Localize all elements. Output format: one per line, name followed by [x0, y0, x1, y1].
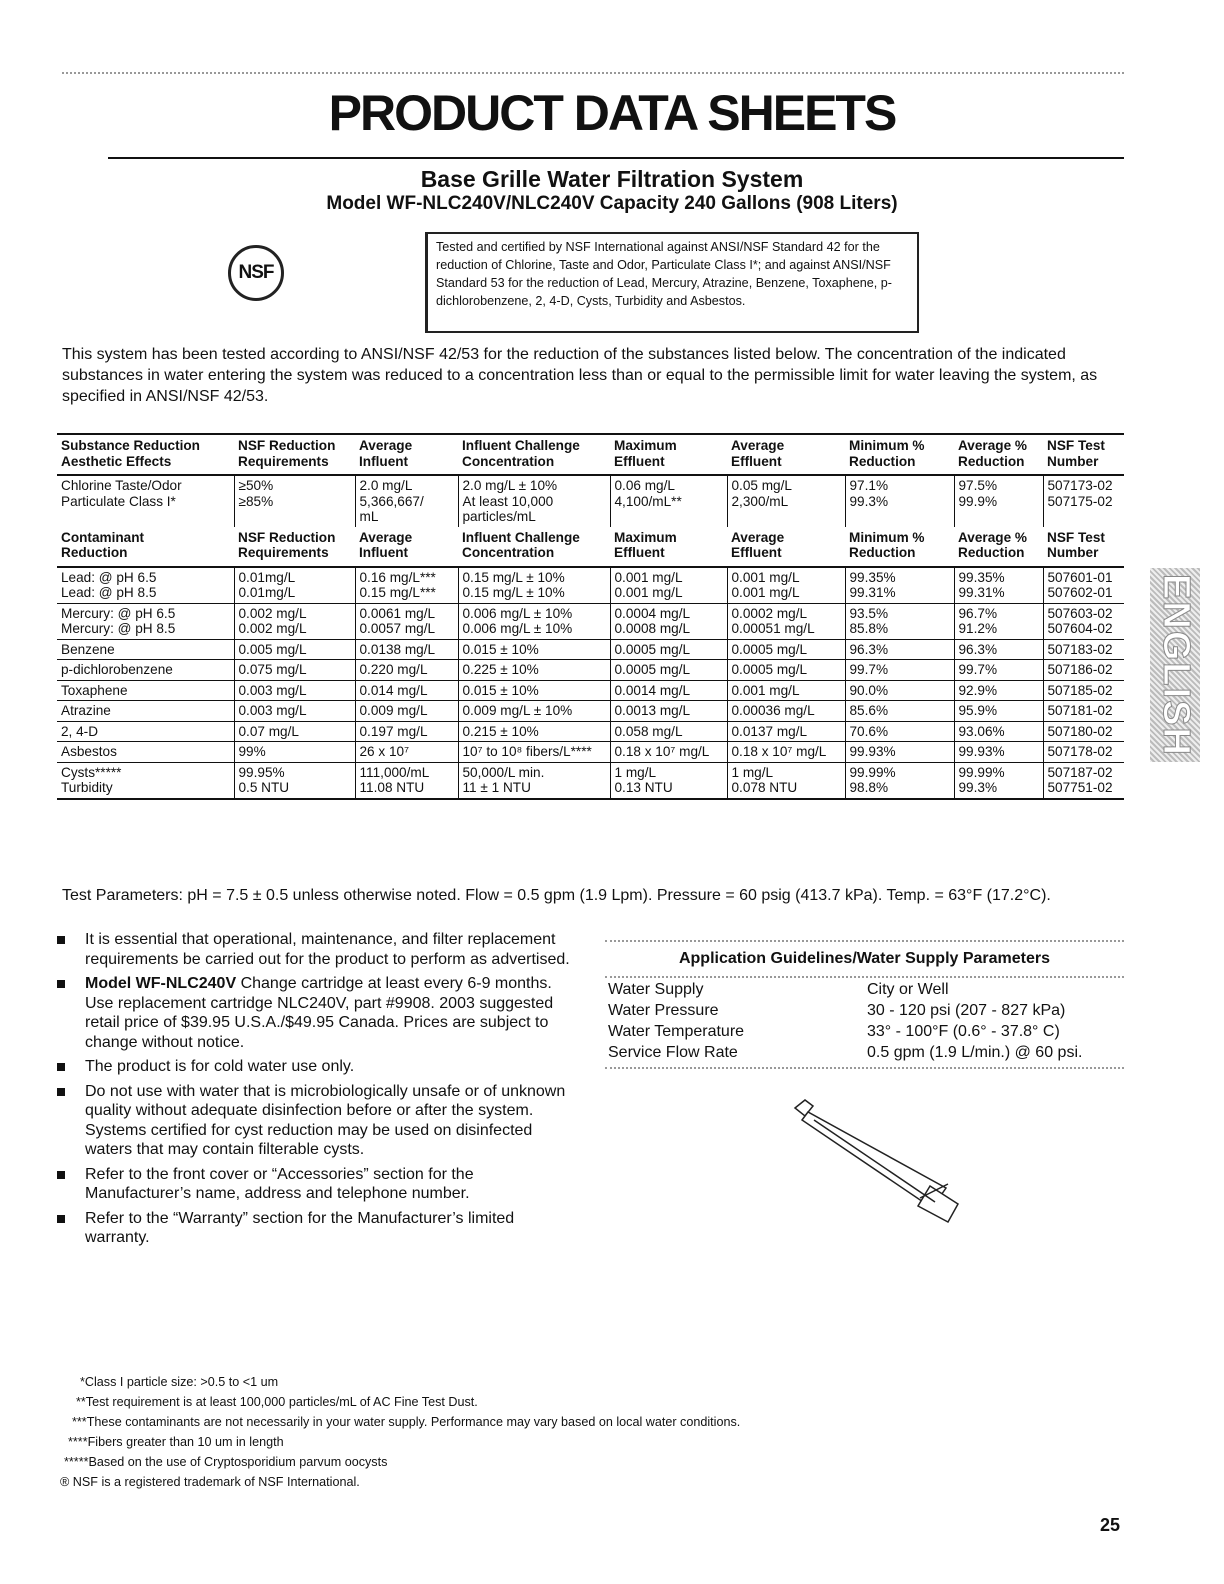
table-cell: Lead: @ pH 6.5 Lead: @ pH 8.5: [57, 567, 234, 604]
table-row: [57, 680, 1124, 701]
table-cell: 0.006 mg/L ± 10% 0.006 mg/L ± 10%: [458, 603, 610, 639]
table-cell: 0.0002 mg/L 0.00051 mg/L: [727, 603, 845, 639]
guideline-row: [605, 1000, 1124, 1021]
table-cell: 26 x 10⁷: [355, 742, 458, 763]
table-cell: 2.0 mg/L 5,366,667/ mL: [355, 475, 458, 527]
table-row: [57, 639, 1124, 660]
table-row: [57, 603, 1124, 639]
table-cell: 99.93%: [845, 742, 954, 763]
guidelines-title: Application Guidelines/Water Supply Parameters: [678, 950, 1051, 967]
table-cell: 0.0014 mg/L: [610, 680, 727, 701]
table-cell: 96.3%: [845, 639, 954, 660]
table-cell: 90.0%: [845, 680, 954, 701]
table-cell: 0.0004 mg/L 0.0008 mg/L: [610, 603, 727, 639]
guideline-label: Water Temperature: [608, 1023, 745, 1040]
guideline-label: Water Pressure: [608, 1002, 719, 1019]
list-item-text: Change cartridge at least every 6-9 months. Use replacement cartridge NLC240V, part #9908. 2003 suggested retail price of $39.95 U.S.A./$49.95 Canada. Prices are subject to change without notice.: [85, 975, 554, 1051]
table-cell: 0.015 ± 10%: [458, 680, 610, 701]
table-cell: 0.003 mg/L: [234, 701, 355, 722]
table-cell: 507178-02: [1043, 742, 1124, 763]
table-cell: 0.003 mg/L: [234, 680, 355, 701]
table-cell: 0.225 ± 10%: [458, 660, 610, 681]
list-item: [55, 1082, 570, 1160]
table-cell: 96.3%: [954, 639, 1043, 660]
table-cell: 93.5% 85.8%: [845, 603, 954, 639]
table-cell: 1 mg/L 0.078 NTU: [727, 762, 845, 799]
list-item-text: Refer to the “Warranty” section for the Manufacturer’s limited warranty.: [85, 1209, 515, 1246]
table-cell: 2.0 mg/L ± 10% At least 10,000 particles/mL: [458, 475, 610, 527]
table-cell: 0.002 mg/L 0.002 mg/L: [234, 603, 355, 639]
guideline-row: [605, 979, 1124, 1000]
title-rule: [108, 157, 1124, 159]
table-cell: 507180-02: [1043, 721, 1124, 742]
table-header-row: [57, 527, 1124, 567]
table-cell: 2, 4-D: [57, 721, 234, 742]
nsf-logo: NSF: [228, 245, 284, 301]
table-cell: 0.0137 mg/L: [727, 721, 845, 742]
footnote: ® NSF is a registered trademark of NSF International.: [60, 1475, 360, 1489]
table-cell: 0.0005 mg/L: [727, 660, 845, 681]
table-cell: 507603-02 507604-02: [1043, 603, 1124, 639]
table-cell: 0.009 mg/L: [355, 701, 458, 722]
table-cell: Asbestos: [57, 742, 234, 763]
table-cell: 0.05 mg/L 2,300/mL: [727, 475, 845, 527]
table-cell: 507187-02 507751-02: [1043, 762, 1124, 799]
table-cell: 0.001 mg/L 0.001 mg/L: [610, 567, 727, 604]
table-cell: Maximum Effluent: [614, 529, 677, 560]
intro-paragraph: This system has been tested according to ANSI/NSF 42/53 for the reduction of the substances listed below. The concentration of the indicated substances in water entering the system was reduced to a concentration less than or equal to the permissible limit for water leaving the system, as specified in ANSI/NSF 42/53.: [62, 346, 1098, 405]
table-cell: 0.16 mg/L*** 0.15 mg/L***: [355, 567, 458, 604]
top-dotted-rule: [62, 72, 1124, 76]
table-cell: Influent Challenge Concentration: [462, 438, 580, 469]
table-cell: 507181-02: [1043, 701, 1124, 722]
table-cell: 0.197 mg/L: [355, 721, 458, 742]
product-subtitle: Base Grille Water Filtration System: [420, 166, 804, 192]
table-cell: 0.00036 mg/L: [727, 701, 845, 722]
filter-cartridge-illustration: [770, 1090, 970, 1230]
table-cell: Substance Reduction Aesthetic Effects: [61, 438, 200, 469]
test-parameters: Test Parameters: pH = 7.5 ± 0.5 unless otherwise noted. Flow = 0.5 gpm (1.9 Lpm). Pressure = 60 psig (413.7 kPa). Temp. = 63°F (17.2°C).: [62, 887, 1051, 904]
table-row: [57, 701, 1124, 722]
footnote: *****Based on the use of Cryptosporidium parvum oocysts: [64, 1455, 388, 1469]
table-cell: p-dichlorobenzene: [57, 660, 234, 681]
table-cell: 0.18 x 10⁷ mg/L: [610, 742, 727, 763]
table-cell: Maximum Effluent: [614, 438, 677, 469]
list-item: [55, 1209, 570, 1248]
notes-list: [55, 930, 570, 1253]
table-cell: 99.35% 99.31%: [954, 567, 1043, 604]
guideline-value: 30 - 120 psi (207 - 827 kPa): [867, 1002, 1066, 1019]
table-cell: 0.005 mg/L: [234, 639, 355, 660]
table-cell: 97.5% 99.9%: [954, 475, 1043, 527]
table-cell: 96.7% 91.2%: [954, 603, 1043, 639]
table-cell: 92.9%: [954, 680, 1043, 701]
table-cell: 99.99% 99.3%: [954, 762, 1043, 799]
table-cell: 507173-02 507175-02: [1043, 475, 1124, 527]
table-cell: 1 mg/L 0.13 NTU: [610, 762, 727, 799]
table-cell: Cysts***** Turbidity: [57, 762, 234, 799]
table-cell: NSF Test Number: [1047, 529, 1105, 560]
model-label: Model WF-NLC240V: [85, 975, 237, 992]
guideline-label: Service Flow Rate: [608, 1044, 738, 1061]
table-cell: 0.009 mg/L ± 10%: [458, 701, 610, 722]
table-row: [57, 742, 1124, 763]
table-cell: 99.99% 98.8%: [845, 762, 954, 799]
table-cell: 0.215 ± 10%: [458, 721, 610, 742]
table-cell: 111,000/mL 11.08 NTU: [355, 762, 458, 799]
table-cell: 0.01mg/L 0.01mg/L: [234, 567, 355, 604]
table-cell: Average Effluent: [731, 529, 785, 560]
page-title: PRODUCT DATA SHEETS: [328, 85, 896, 141]
table-cell: 0.18 x 10⁷ mg/L: [727, 742, 845, 763]
guideline-value: 0.5 gpm (1.9 L/min.) @ 60 psi.: [867, 1044, 1083, 1061]
table-cell: 10⁷ to 10⁸ fibers/L****: [458, 742, 610, 763]
table-row: [57, 721, 1124, 742]
application-guidelines: [605, 940, 1124, 1070]
table-cell: 0.014 mg/L: [355, 680, 458, 701]
footnote: *Class I particle size: >0.5 to <1 um: [80, 1375, 279, 1389]
table-cell: 507186-02: [1043, 660, 1124, 681]
table-cell: 99.35% 99.31%: [845, 567, 954, 604]
table-row: [57, 762, 1124, 799]
table-cell: 0.001 mg/L 0.001 mg/L: [727, 567, 845, 604]
list-item: [55, 1057, 570, 1077]
table-cell: 99%: [234, 742, 355, 763]
guideline-value: 33° - 100°F (0.6° - 37.8° C): [867, 1023, 1060, 1040]
table-header-row: [57, 434, 1124, 475]
table-cell: Average % Reduction: [958, 438, 1028, 469]
list-item-text: Refer to the front cover or “Accessories” section for the Manufacturer’s name, address and telephone number.: [85, 1165, 474, 1202]
table-cell: 0.0005 mg/L: [610, 660, 727, 681]
table-cell: 0.075 mg/L: [234, 660, 355, 681]
table-cell: 85.6%: [845, 701, 954, 722]
list-item: [55, 930, 570, 969]
table-cell: 0.0005 mg/L: [610, 639, 727, 660]
table-cell: 0.220 mg/L: [355, 660, 458, 681]
footnotes: [60, 1372, 740, 1492]
table-cell: Benzene: [57, 639, 234, 660]
guideline-label: Water Supply: [608, 981, 704, 998]
table-cell: 95.9%: [954, 701, 1043, 722]
table-cell: 0.07 mg/L: [234, 721, 355, 742]
table-cell: Average % Reduction: [958, 529, 1028, 560]
guideline-row: [605, 1042, 1124, 1063]
language-side-tab: [1150, 568, 1200, 762]
table-cell: 507601-01 507602-01: [1043, 567, 1124, 604]
list-item-text: Do not use with water that is microbiologically unsafe or of unknown quality without adequate disinfection before or after the system. Systems certified for cyst reduction may be used on disinfected waters that may contain filterable cysts.: [85, 1082, 566, 1158]
table-cell: 0.0013 mg/L: [610, 701, 727, 722]
table-cell: Average Influent: [359, 529, 413, 560]
table-cell: 507183-02: [1043, 639, 1124, 660]
table-cell: 97.1% 99.3%: [845, 475, 954, 527]
page-number: 25: [1100, 1515, 1121, 1535]
table-cell: Atrazine: [57, 701, 234, 722]
table-cell: Mercury: @ pH 6.5 Mercury: @ pH 8.5: [57, 603, 234, 639]
list-item: [55, 974, 570, 1052]
table-cell: Chlorine Taste/Odor Particulate Class I*: [57, 475, 234, 527]
table-cell: 0.001 mg/L: [727, 680, 845, 701]
table-cell: 0.0061 mg/L 0.0057 mg/L: [355, 603, 458, 639]
performance-data-table: [57, 433, 1124, 800]
table-cell: NSF Test Number: [1047, 438, 1105, 469]
table-cell: 93.06%: [954, 721, 1043, 742]
table-cell: 0.015 ± 10%: [458, 639, 610, 660]
table-cell: 507185-02: [1043, 680, 1124, 701]
footnote: ****Fibers greater than 10 um in length: [68, 1435, 284, 1449]
table-cell: 70.6%: [845, 721, 954, 742]
table-cell: NSF Reduction Requirements: [238, 529, 336, 560]
table-row: [57, 567, 1124, 604]
table-row: [57, 475, 1124, 527]
table-cell: 99.7%: [954, 660, 1043, 681]
guideline-value: City or Well: [867, 981, 949, 998]
table-cell: 99.95% 0.5 NTU: [234, 762, 355, 799]
list-item: [55, 1165, 570, 1204]
table-cell: Minimum % Reduction: [849, 438, 925, 469]
table-cell: Influent Challenge Concentration: [462, 529, 580, 560]
footnote: ***These contaminants are not necessarily in your water supply. Performance may vary based on local water conditions.: [72, 1415, 741, 1429]
divider: [605, 1067, 1124, 1070]
table-row: [57, 660, 1124, 681]
table-cell: 99.93%: [954, 742, 1043, 763]
footnote: **Test requirement is at least 100,000 particles/mL of AC Fine Test Dust.: [76, 1395, 478, 1409]
table-cell: Average Influent: [359, 438, 413, 469]
table-cell: 0.0138 mg/L: [355, 639, 458, 660]
table-cell: 0.06 mg/L 4,100/mL**: [610, 475, 727, 527]
table-cell: ≥50% ≥85%: [234, 475, 355, 527]
certification-box: Tested and certified by NSF International against ANSI/NSF Standard 42 for the reduction of Chlorine, Taste and Odor, Particulate Class I*; and against ANSI/NSF Standard 53 for the reduction of Lead, Mercury, Atrazine, Benzene, Toxaphene, p-dichlorobenzene, 2, 4-D, Cysts, Turbidity and Asbestos.: [425, 232, 919, 333]
table-cell: 0.058 mg/L: [610, 721, 727, 742]
model-line: Model WF-NLC240V/NLC240V Capacity 240 Gallons (908 Liters): [326, 193, 898, 214]
side-tab-label: ENGLISH: [1154, 573, 1197, 757]
table-cell: Average Effluent: [731, 438, 785, 469]
list-item-text: The product is for cold water use only.: [85, 1058, 355, 1075]
table-cell: Toxaphene: [57, 680, 234, 701]
list-item-text: It is essential that operational, maintenance, and filter replacement requirements be carried out for the product to perform as advertised.: [85, 931, 570, 968]
table-cell: NSF Reduction Requirements: [238, 438, 336, 469]
table-cell: 99.7%: [845, 660, 954, 681]
table-cell: Contaminant Reduction: [61, 529, 145, 560]
table-cell: Minimum % Reduction: [849, 529, 925, 560]
table-cell: 50,000/L min. 11 ± 1 NTU: [458, 762, 610, 799]
table-cell: 0.15 mg/L ± 10% 0.15 mg/L ± 10%: [458, 567, 610, 604]
table-cell: 0.0005 mg/L: [727, 639, 845, 660]
guideline-row: [605, 1021, 1124, 1042]
